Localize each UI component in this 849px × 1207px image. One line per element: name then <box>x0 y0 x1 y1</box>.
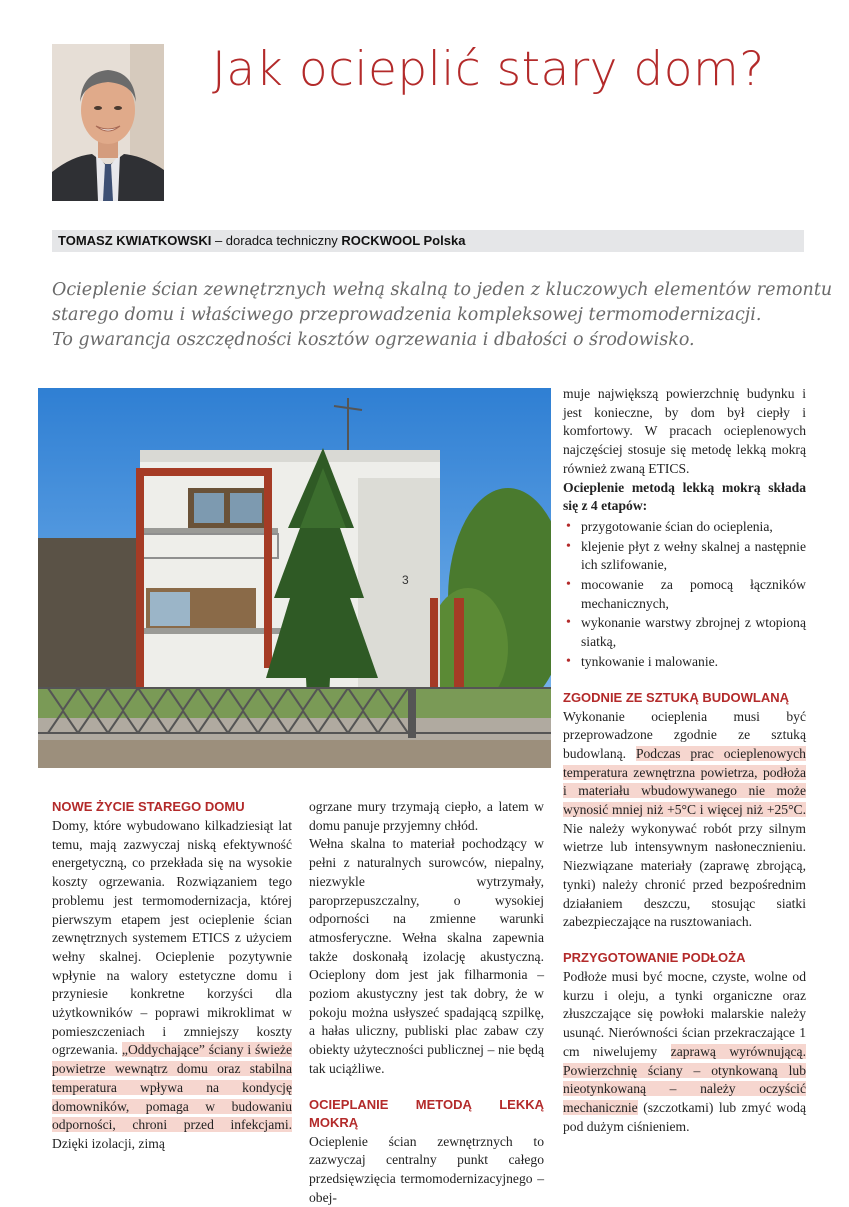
bullet-icon: • <box>566 577 571 593</box>
list-item <box>563 518 806 537</box>
paragraph-text: Domy, które wybudowano kilkadziesiąt lat temu, mają zazwyczaj niską efektywność energetyczną, co przekłada się na wysokie koszty ogrzewania. Rozwiązaniem tego problemu jest termomodernizacja, której pierwszym etapem jest ocieplenie ścian zewnętrznych systemem ETICS z użyciem wełny skalnej. Ocieplenie pozytywnie wpłynie na walory estetyczne domu i przyniesie konkretne korzyści dla użytkowników – poprawi mikroklimat w pomieszczeniach i zmniejszy koszty ogrzewania. <box>52 818 292 1058</box>
author-company: ROCKWOOL Polska <box>341 233 466 248</box>
bullet-icon: • <box>566 538 571 554</box>
list-item <box>563 653 806 672</box>
house-photo <box>38 388 551 768</box>
list-item <box>563 538 806 575</box>
paragraph: muje największą powierzchnię budynku i jest konieczne, by dom był ciepły i komfortowy. W pracach ocieplenowych najczęściej stosuje się metodę lekką mokrą również zwaną ETICS. <box>563 386 806 476</box>
column-2 <box>309 798 544 1207</box>
list-item <box>563 576 806 613</box>
page-title: Jak ocieplić stary dom? <box>212 42 765 97</box>
bullet-icon: • <box>566 518 571 534</box>
highlighted-text: „Oddychające” ściany i świeże powietrze wewnątrz domu oraz stabilna temperatura wpływa na kondycję domowników, pomaga w budowaniu odporności, chroni przed infekcjami. <box>52 1042 292 1133</box>
paragraph-text: Wykonanie ocieplenia musi być przeprowadzone zgodnie ze sztuką budowlaną. <box>563 708 806 761</box>
heading-przygotowanie: PRZYGOTOWANIE PODŁOŻA <box>563 949 746 965</box>
paragraph-text: Dzięki izolacji, zimą <box>52 1135 165 1151</box>
lead-line: To gwarancja oszczędności kosztów ogrzewania i dbałości o środowisko. <box>52 330 695 350</box>
bullet-icon: • <box>566 615 571 631</box>
paragraph: Ocieplenie ścian zewnętrznych to zazwyczaj centralny punkt całego przedsięwzięcia termomodernizacyjnego – obej- <box>309 1133 544 1205</box>
list-item-text: klejenie płyt z wełny skalnej a następnie ich szlifowanie, <box>581 538 806 573</box>
list-item-text: wykonanie warstwy zbrojnej z wtopioną siatką, <box>581 615 806 650</box>
lead-line: starego domu i właściwego przeprowadzenia kompleksowej termomodernizacji. <box>52 305 762 325</box>
author-role: – doradca techniczny <box>211 233 342 248</box>
heading-nowe-zycie: NOWE ŻYCIE STAREGO DOMU <box>52 799 245 814</box>
list-item-text: mocowanie za pomocą łączników mechanicznych, <box>581 577 806 611</box>
list-item-text: tynkowanie i malowanie. <box>581 653 719 669</box>
paragraph <box>563 708 806 932</box>
paragraph: ogrzane mury trzymają ciepło, a latem w domu panuje przyjemny chłód. <box>309 799 544 833</box>
paragraph <box>563 968 806 1136</box>
lead-line: Ocieplenie ścian zewnętrznych wełną skalną to jeden z kluczowych elementów remontu <box>52 280 833 300</box>
paragraph-text: Podłoże musi być mocne, czyste, wolne od kurzu i oleju, a tynki organiczne oraz złuszczające się powłoki malarskie należy usunąć. Nierówności ścian przekraczające 1 cm niwelujemy <box>563 968 806 1059</box>
list-item <box>563 614 806 651</box>
bullet-icon: • <box>566 653 571 669</box>
column-3 <box>563 385 806 1136</box>
author-bar <box>52 230 804 252</box>
highlighted-text: zaprawą wyrównującą. <box>670 1043 806 1059</box>
column-1 <box>52 798 292 1154</box>
house-number: 3 <box>402 573 409 587</box>
highlighted-text: Powierzchnię ściany – otynkowaną lub nieotynkowaną – należy oczyścić mechanicznie <box>563 1062 806 1115</box>
paragraph: Wełna skalna to materiał pochodzący w pełni z naturalnych surowców, niepalny, niezwykle wytrzymały, paroprzepuszczalny, o wysokiej odporności na zmienne warunki atmosferyczne. Wełna skalna zapewnia także doskonałą izolację akustyczną. Ocieplony dom jest jak filharmonia – poziom akustyczny jest tak dobry, że w pokoju można usłyszeć spadającą szpilkę, a hałas uliczny, publiski plac zabaw czy obiekty użyteczności publicznej – nie będą tak uciążliwe. <box>309 836 544 1076</box>
heading-zgodnie: ZGODNIE ZE SZTUKĄ BUDOWLANĄ <box>563 689 790 705</box>
stages-intro: Ocieplenie metodą lekką mokrą składa się z 4 etapów: <box>563 479 806 514</box>
author-name: TOMASZ KWIATKOWSKI <box>58 233 212 248</box>
highlighted-text: Podczas prac ocieplenowych temperatura zewnętrzna powietrza, podłoża i materiału wbudowywanego nie może wynosić mniej niż +5°C i więcej niż +25°C. <box>563 745 806 818</box>
lead-paragraph <box>52 278 833 353</box>
heading-ocieplanie: OCIEPLANIE METODĄ LEKKĄ MOKRĄ <box>309 1096 544 1130</box>
paragraph <box>52 817 292 1154</box>
stages-list <box>563 518 806 672</box>
author-photo <box>52 44 164 201</box>
list-item-text: przygotowanie ścian do ocieplenia, <box>581 518 773 534</box>
paragraph-text: (szczotkami) lub zmyć wodą pod dużym ciśnieniem. <box>563 1099 806 1134</box>
paragraph-text: Nie należy wykonywać robót przy silnym wietrze lub intensywnym nasłonecznieniu. Niezwiązane materiały (zaprawę zbrojącą, tynki) należy chronić przed bezpośrednim działaniem deszczu, stosując siatki zabezpieczające na rusztowaniach. <box>563 820 806 930</box>
